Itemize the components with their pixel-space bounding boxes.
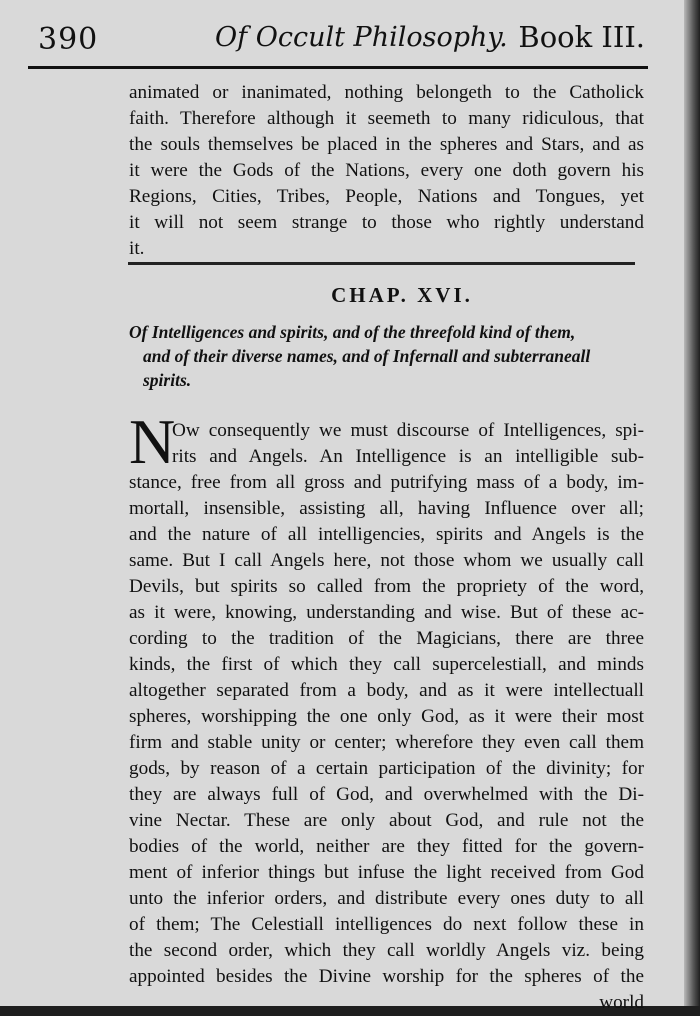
- page-number: 390: [38, 22, 99, 57]
- main-paragraph: [129, 418, 644, 1016]
- page-edge-shadow: [684, 0, 700, 1006]
- text-line: animated or inanimated, nothing belongeth to the Catholick: [129, 82, 644, 103]
- text-line: rits and Angels. An Intelligence is an intelligible sub-: [172, 446, 644, 467]
- text-line: Devils, but spirits so called from the propriety of the word,: [129, 576, 644, 597]
- text-line: same. But I call Angels here, not those whom we usually call: [129, 550, 644, 571]
- text-line: it were the Gods of the Nations, every one doth govern his: [129, 160, 644, 181]
- text-line: Ow consequently we must discourse of Intelligences, spi-: [172, 420, 644, 441]
- text-line: mortall, insensible, assisting all, having Influence over all;: [129, 498, 644, 519]
- text-line: as it were, knowing, understanding and wise. But of these ac-: [129, 602, 644, 623]
- catchword: world: [599, 992, 644, 1013]
- text-line: it.: [129, 238, 145, 259]
- text-line: of them; The Celestiall intelligences do next follow these in: [129, 914, 644, 935]
- text-line: and the nature of all intelligencies, spirits and Angels is the: [129, 524, 644, 545]
- text-line: the second order, which they call worldly Angels viz. being: [129, 940, 644, 961]
- section-divider: [128, 262, 635, 265]
- text-line: stance, free from all gross and putrifying mass of a body, im-: [129, 472, 644, 493]
- text-line: faith. Therefore although it seemeth to many ridiculous, that: [129, 108, 644, 129]
- text-line: firm and stable unity or center; wherefore they even call them: [129, 732, 644, 753]
- drop-cap: N: [129, 406, 176, 477]
- chapter-summary: [129, 320, 644, 392]
- text-line: kinds, the first of which they call supercelestiall, and minds: [129, 654, 644, 675]
- text-line: gods, by reason of a certain participation of the divinity; for: [129, 758, 644, 779]
- summary-line: Of Intelligences and spirits, and of the threefold kind of them,: [129, 322, 576, 342]
- text-line: it will not seem strange to those who rightly understand: [129, 212, 644, 233]
- book-label: Book III.: [518, 20, 645, 54]
- chapter-heading: CHAP. XVI.: [331, 283, 473, 307]
- summary-line: spirits.: [143, 370, 192, 390]
- header-rule: [28, 66, 648, 69]
- text-line: ment of inferior things but infuse the light received from God: [129, 862, 644, 883]
- text-line: altogether separated from a body, and as it were intellectuall: [129, 680, 644, 701]
- text-line: unto the inferior orders, and distribute every ones duty to all: [129, 888, 644, 909]
- top-paragraph: [129, 80, 644, 262]
- text-line: appointed besides the Divine worship for the spheres of the: [129, 966, 644, 987]
- text-line: Regions, Cities, Tribes, People, Nations and Tongues, yet: [129, 186, 644, 207]
- text-line: vine Nectar. These are only about God, and rule not the: [129, 810, 644, 831]
- text-line: cording to the tradition of the Magicians, there are three: [129, 628, 644, 649]
- text-line: bodies of the world, neither are they fitted for the govern-: [129, 836, 644, 857]
- page-header: [30, 18, 645, 58]
- text-line: spheres, worshipping the one only God, as it were their most: [129, 706, 644, 727]
- text-line: the souls themselves be placed in the spheres and Stars, and as: [129, 134, 644, 155]
- text-line: they are always full of God, and overwhelmed with the Di-: [129, 784, 644, 805]
- running-title: Of Occult Philosophy.: [215, 22, 508, 53]
- summary-line: and of their diverse names, and of Infernall and subterraneall: [143, 346, 591, 366]
